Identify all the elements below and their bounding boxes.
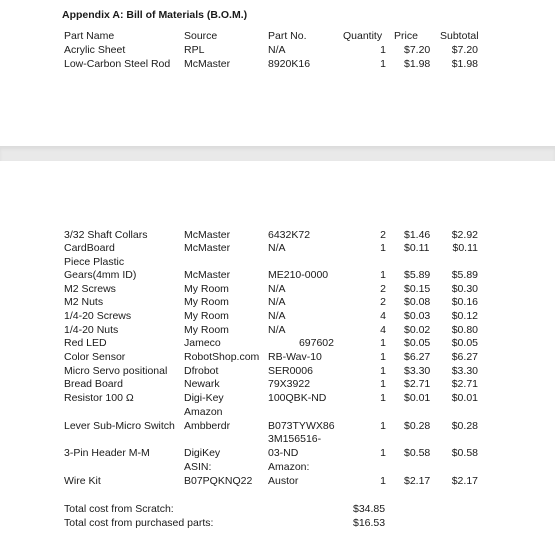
cell-name: 3/32 Shaft Collars [64, 229, 148, 241]
cell-part-no: RB-Wav-10 [268, 351, 322, 363]
total-value: $16.53 [353, 517, 386, 529]
cell-name: Bread Board [64, 378, 123, 390]
cell-qty: 1 [380, 44, 386, 56]
cell-price: $7.20 [404, 44, 431, 56]
cell-part-no: 697602 [298, 337, 334, 349]
cell-subtotal: $2.71 [451, 378, 478, 390]
cell-name: 3-Pin Header M-M [64, 447, 150, 459]
cell-price: $6.27 [404, 351, 431, 363]
cell-price: $2.71 [404, 378, 431, 390]
cell-price: $0.15 [404, 283, 431, 295]
column-header-quantity: Quantity [343, 30, 383, 42]
cell-subtotal: $0.11 [452, 242, 478, 254]
cell-qty: 1 [380, 269, 386, 281]
cell-qty: 1 [380, 447, 386, 459]
page-separator [0, 146, 555, 162]
cell-price: $0.02 [404, 324, 431, 336]
cell-name: Resistor 100 Ω [64, 392, 134, 404]
cell-subtotal: $0.01 [451, 392, 478, 404]
cell-part-no: 03-ND [268, 447, 299, 459]
cell-part-no: 79X3922 [268, 378, 311, 390]
cell-price: $0.11 [404, 242, 430, 254]
cell-subtotal: $3.30 [451, 365, 478, 377]
cell-source: Amazon [184, 406, 223, 418]
cell-subtotal: $0.58 [451, 447, 478, 459]
cell-name: Low-Carbon Steel Rod [64, 58, 171, 70]
total-label: Total cost from Scratch: [64, 503, 174, 515]
document-page-2 [0, 161, 555, 556]
cell-source: My Room [184, 283, 229, 295]
cell-source: Newark [184, 378, 220, 390]
cell-name: Micro Servo positional [64, 365, 168, 377]
cell-name: Gears(4mm ID) [64, 269, 137, 281]
total-label: Total cost from purchased parts: [64, 517, 214, 529]
cell-price: $0.58 [404, 447, 431, 459]
cell-part-no: ME210-0000 [268, 269, 329, 281]
cell-qty: 4 [380, 310, 386, 322]
cell-qty: 1 [380, 58, 386, 70]
cell-part-no: N/A [268, 44, 286, 56]
cell-name: Acrylic Sheet [64, 44, 126, 56]
cell-source: Ambberdr [184, 420, 231, 432]
column-header-part-no: Part No. [268, 30, 307, 42]
cell-source: Dfrobot [184, 365, 219, 377]
cell-part-no: 3M156516- [268, 433, 322, 445]
cell-part-no: N/A [268, 310, 286, 322]
cell-name: M2 Nuts [64, 296, 104, 308]
cell-subtotal: $6.27 [451, 351, 478, 363]
cell-source: RPL [184, 44, 205, 56]
cell-price: $0.01 [404, 392, 431, 404]
cell-source: McMaster [184, 229, 231, 241]
cell-source: McMaster [184, 269, 231, 281]
cell-part-no: N/A [268, 296, 286, 308]
column-header-part-name: Part Name [64, 30, 115, 42]
cell-qty: 1 [380, 420, 386, 432]
cell-qty: 1 [380, 337, 386, 349]
cell-qty: 2 [380, 296, 386, 308]
cell-qty: 1 [380, 365, 386, 377]
total-value: $34.85 [353, 503, 386, 515]
cell-qty: 1 [380, 242, 386, 254]
cell-part-no: N/A [268, 283, 286, 295]
cell-qty: 2 [380, 283, 386, 295]
cell-price: $1.98 [404, 58, 431, 70]
cell-price: $5.89 [404, 269, 431, 281]
cell-name: CardBoard [64, 242, 115, 254]
cell-source: McMaster [184, 58, 231, 70]
cell-subtotal: $0.12 [451, 310, 478, 322]
cell-qty: 1 [380, 378, 386, 390]
cell-subtotal: $5.89 [451, 269, 478, 281]
cell-source: DigiKey [184, 447, 221, 459]
cell-price: $1.46 [404, 229, 431, 241]
cell-subtotal: $0.05 [451, 337, 478, 349]
cell-name: Wire Kit [64, 475, 101, 487]
cell-source: Digi-Key [184, 392, 224, 404]
cell-source: McMaster [184, 242, 231, 254]
cell-part-no: SER0006 [268, 365, 313, 377]
cell-subtotal: $0.16 [451, 296, 478, 308]
cell-qty: 1 [380, 351, 386, 363]
cell-qty: 4 [380, 324, 386, 336]
cell-subtotal: $7.20 [451, 44, 478, 56]
cell-price: $2.17 [404, 475, 431, 487]
column-header-price: Price [394, 30, 418, 42]
document-page-1 [0, 0, 555, 146]
cell-qty: 1 [380, 475, 386, 487]
cell-source: My Room [184, 296, 229, 308]
appendix-heading: Appendix A: Bill of Materials (B.O.M.) [62, 9, 248, 21]
column-header-source: Source [184, 30, 218, 42]
cell-price: $0.08 [404, 296, 431, 308]
cell-source: ASIN: [184, 461, 212, 473]
cell-name: M2 Screws [64, 283, 116, 295]
cell-part-no: 6432K72 [268, 229, 311, 241]
cell-part-no: N/A [268, 242, 286, 254]
cell-subtotal: $1.98 [451, 58, 478, 70]
cell-name: Color Sensor [64, 351, 126, 363]
cell-name: 1/4-20 Nuts [64, 324, 119, 336]
cell-qty: 2 [380, 229, 386, 241]
cell-name: Lever Sub-Micro Switch [64, 420, 175, 432]
cell-name: Piece Plastic [64, 256, 125, 268]
cell-source: My Room [184, 310, 229, 322]
cell-part-no: Austor [268, 475, 299, 487]
cell-source: B07PQKNQ22 [184, 475, 253, 487]
cell-source: Jameco [184, 337, 221, 349]
cell-price: $3.30 [404, 365, 431, 377]
cell-part-no: 100QBK-ND [268, 392, 327, 404]
column-header-subtotal: Subtotal [440, 30, 479, 42]
cell-subtotal: $0.80 [451, 324, 478, 336]
cell-source: RobotShop.com [184, 351, 260, 363]
cell-name: 1/4-20 Screws [64, 310, 132, 322]
cell-part-no: N/A [268, 324, 286, 336]
cell-price: $0.03 [404, 310, 431, 322]
cell-source: My Room [184, 324, 229, 336]
cell-part-no: Amazon: [268, 461, 310, 473]
cell-subtotal: $0.30 [451, 283, 478, 295]
cell-subtotal: $0.28 [451, 420, 478, 432]
cell-part-no: B073TYWX86 [268, 420, 335, 432]
cell-subtotal: $2.17 [451, 475, 478, 487]
cell-qty: 1 [380, 392, 386, 404]
cell-part-no: 8920K16 [268, 58, 311, 70]
cell-subtotal: $2.92 [451, 229, 478, 241]
cell-price: $0.05 [404, 337, 431, 349]
cell-name: Red LED [64, 337, 107, 349]
cell-price: $0.28 [404, 420, 431, 432]
